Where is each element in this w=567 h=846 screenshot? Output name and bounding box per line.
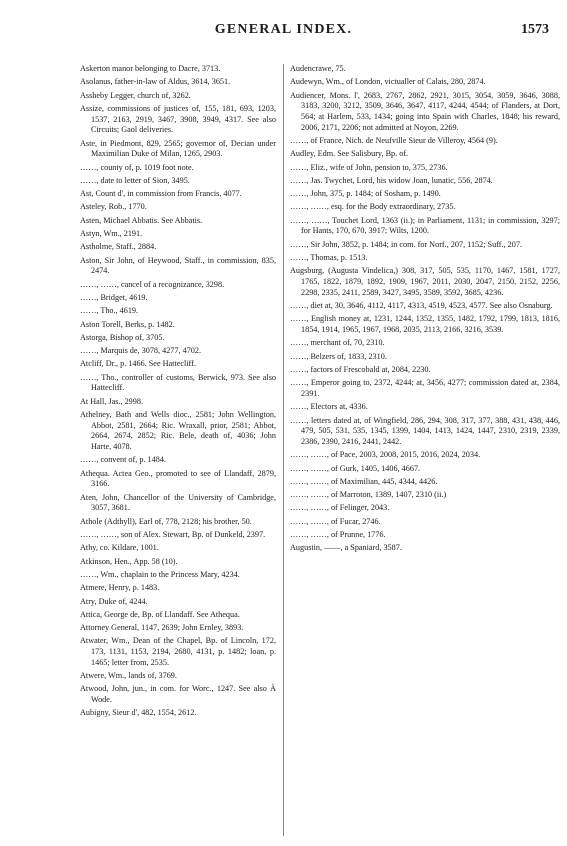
index-entry: Asolanus, father-in-law of Aldus, 3614, 3651. — [80, 77, 231, 87]
index-entry: ……, factors of Frescobald at, 2084, 2230. — [290, 364, 431, 374]
column-divider — [283, 64, 284, 836]
index-entry: Augsburg, (Augusta Vindelica,) 308, 317, 505, 535, 1170, 1467, 1581, 1727, 1765, 1822, 1879, 1892, 1909, 1967, 2011, 2030, 2047, 2150, 2152, 2256, 2298, 2335, 2411, 2589, 3427, 3495, 3589, 3592, 3685, 4236. — [290, 266, 560, 297]
index-entry: ……, ……, Touchet Lord, 1363 (ii.); in Parliament, 1131; in commission, 3297; for Hants, 170, 670, 3917; Wilts, 1200. — [290, 215, 560, 236]
index-entry: Askerton manor belonging to Dacre, 3713. — [80, 64, 221, 73]
index-entry: Asten, Michael Abbatis. See Abbatis. — [80, 215, 203, 225]
index-entry: ……, Wm., chaplain to the Princess Mary, 4234. — [80, 569, 240, 579]
index-entry: ……, of France, Nich. de Neufville Sieur de Villeroy, 4564 (9). — [290, 136, 498, 145]
right-column — [290, 64, 560, 557]
index-entry: ……, ……, of Maximilian, 445, 4344, 4426. — [290, 476, 438, 486]
page-number: 1573 — [521, 22, 549, 37]
index-entry: Athole (Adthyll), Earl of, 778, 2128; his brother, 50. — [80, 516, 252, 526]
index-entry: ……, Belzers of, 1833, 2310. — [290, 351, 387, 361]
page-header — [0, 22, 567, 42]
index-entry: Ast, Count d', in commission from Francis, 4077. — [80, 189, 242, 199]
index-entry: ……, Thomas, p. 1513. — [290, 253, 368, 263]
index-entry: ……, letters dated at, of Wingfield, 286, 294, 308, 317, 377, 388, 431, 438, 446, 479, 505, 531, 535, 1345, 1399, 1404, 1413, 1424, 1447, 2310, 2319, 2339, 2386, 2390, 2416, 2441, 2442. — [290, 415, 560, 446]
index-entry: At Hall, Jas., 2998. — [80, 396, 143, 406]
left-column — [80, 64, 276, 722]
running-title: GENERAL INDEX. — [214, 22, 353, 37]
index-entry: Astorga, Bishop of, 3705. — [80, 332, 165, 342]
index-entry: Augustin, ——, a Spaniard, 3587. — [290, 543, 402, 553]
index-entry: Atcliff, Dr., p. 1466. See Hattecliff. — [80, 359, 196, 369]
index-entry: ……, Tho., controller of customs, Berwick, 973. See also Hattecliff. — [80, 372, 276, 393]
index-entry: ……, ……, of Prunne, 1776. — [290, 530, 386, 540]
index-entry: Audencrawe, 75. — [290, 64, 346, 73]
index-entry: ……, ……, of Felinger, 2043. — [290, 503, 390, 513]
index-entry: Audiencer, Mons. l', 2683, 2767, 2862, 2921, 3015, 3054, 3059, 3646, 3088, 3183, 3200, 3212, 3509, 3646, 3647, 4117, 4244, 4544; of Flanders, at Dort, 564; at Harlem, 533, 1434; going into Spain with Charles, 1848; his reward, 2006, 2171, 2206; not admitted at Noyon, 2269. — [290, 90, 560, 132]
index-entry: Athequa. Actea Geo., promoted to see of Llandaff, 2879, 3166. — [80, 468, 276, 489]
index-entry: ……, ……, of Pace, 2003, 2008, 2015, 2016, 2024, 2034. — [290, 450, 481, 460]
index-entry: ……, ……, esq. for the Body extraordinary, 2735. — [290, 202, 456, 212]
index-entry: ……, Tho., 4619. — [80, 306, 139, 316]
index-entry: Athelney, Bath and Wells dioc., 2581; John Wellington, Abbot, 2581, 2664; Ric. Wraxall, prior, 2581; Abbot, 2664, 2674, 2852; Ric. Bele, death of, 4036; John Harte, 4078. — [80, 410, 276, 452]
index-entry: ……, convent of, p. 1484. — [80, 455, 166, 465]
index-entry: Atwood, John, jun., in com. for Worc., 1247. See also À Wode. — [80, 684, 276, 705]
index-entry: Aston, Sir John, of Heywood, Staff., in commission, 835, 2474. — [80, 255, 276, 276]
index-entry: Atwere, Wm., lands of, 3769. — [80, 671, 177, 681]
index-entry: Astyn, Wm., 2191. — [80, 229, 143, 239]
index-entry: Assheby Legger, church of, 3262. — [80, 90, 191, 100]
index-entry: Assize, commissions of justices of, 155, 181, 693, 1203, 1537, 2163, 2919, 3467, 3908, 3949, 4317. See also Circuits; Gaol deliveries. — [80, 103, 276, 135]
index-entry: Audewyn, Wm., of London, victualler of Calais, 280, 2874. — [290, 77, 486, 87]
index-entry: Astholme, Staff., 2884. — [80, 242, 157, 252]
index-entry: ……, ……, of Fucar, 2746. — [290, 516, 381, 526]
index-entry: Atry, Duke of, 4244. — [80, 596, 148, 606]
index-entry: ……, John, 375, p. 1484; of Sosham, p. 1490. — [290, 189, 441, 199]
index-entry: Athy, co. Kildare, 1001. — [80, 543, 159, 553]
index-entry: Aste, in Piedmont, 829, 2565; governor of, Decian under Maximilian Duke of Milan, 1265, 2903. — [80, 138, 276, 159]
index-entry: Atmere, Henry, p. 1483. — [80, 583, 160, 593]
index-entry: ……, Electors at, 4336. — [290, 402, 368, 412]
index-entry: ……, Emperor going to, 2372, 4244; at, 3456, 4277; commission dated at, 2384, 2391. — [290, 378, 560, 398]
index-entry: ……, ……, of Gurk, 1405, 1406, 4667. — [290, 463, 421, 473]
index-entry: Aubigny, Sieur d', 482, 1554, 2612. — [80, 708, 197, 718]
index-entry: Audley, Edm. See Salisbury, Bp. of. — [290, 149, 409, 159]
index-entry: ……, ……, cancel of a recognizance, 3298. — [80, 279, 225, 289]
index-entry: Atwater, Wm., Dean of the Chapel, Bp. of Lincoln, 172, 173, 1131, 1153, 2194, 2680, 4131, p. 1482; loan, p. 1465; letter from, 2535. — [80, 636, 276, 667]
index-entry: ……, Marquis de, 3078, 4277, 4702. — [80, 346, 201, 356]
index-entry: Aten, John, Chancellor of the University of Cambridge, 3057, 3681. — [80, 492, 276, 513]
index-entry: ……, date to letter of Sion, 3495. — [80, 175, 190, 185]
index-entry: ……, Jas. Twychet, Lord, his widow Joan, lunatic, 556, 2874. — [290, 175, 493, 185]
index-entry: ……, ……, of Marroton, 1389, 1407, 2310 (ii.) — [290, 490, 447, 500]
index-entry: ……, county of, p. 1019 foot note. — [80, 162, 194, 172]
index-entry: ……, diet at, 30, 3646, 4112, 4117, 4313, 4519, 4523, 4577. See also Osnaburg. — [290, 301, 553, 311]
index-entry: ……, merchant of, 70, 2310. — [290, 338, 385, 348]
index-entry: ……, Bridget, 4619. — [80, 292, 148, 302]
index-entry: Attica, George de, Bp. of Llandaff. See Athequa. — [80, 609, 240, 619]
index-entry: ……, English money at, 1231, 1244, 1352, 1355, 1482, 1792, 1799, 1813, 1816, 1854, 1914, 1965, 1967, 1968, 2035, 2113, 2166, 3216, 3539. — [290, 314, 560, 335]
index-entry: ……, Sir John, 3852, p. 1484; in com. for Norf., 207, 1152; Suff., 207. — [290, 239, 522, 249]
index-entry: ……, ……, son of Alex. Stewart, Bp. of Dunkeld, 2397. — [80, 530, 266, 540]
index-entry: Attorney General, 1147, 2639; John Ernley, 3893. — [80, 623, 244, 633]
index-entry: Atkinson, Hen., App. 58 (10). — [80, 556, 178, 566]
index-entry: ……, Eliz., wife of John, pension to, 375, 2736. — [290, 162, 448, 172]
index-entry: Asteley, Rob., 1770. — [80, 202, 147, 212]
index-entry: Aston Torell, Berks, p. 1482. — [80, 319, 175, 329]
